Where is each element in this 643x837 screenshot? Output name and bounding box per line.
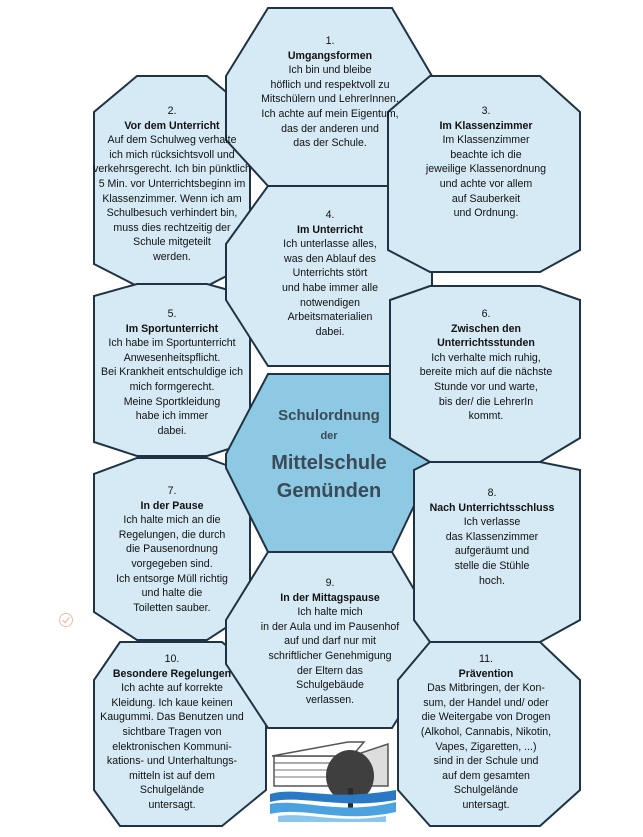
center-title-line2: der <box>320 430 338 442</box>
rule-10-number: 10. <box>164 653 180 665</box>
rule-6-number: 6. <box>481 308 491 320</box>
center-title <box>234 405 424 505</box>
rule-8-number: 8. <box>487 487 497 499</box>
rule-3-title: Im Klassenzimmer <box>439 119 533 132</box>
rule-8-body: Ich verlasse das Klassenzimmer aufgeräumt und stelle die Stühle hoch. <box>445 516 539 587</box>
rule-7-title: In der Pause <box>140 499 204 512</box>
rule-2-number: 2. <box>167 105 177 117</box>
rule-3-body: Im Klassenzimmer beachte ich die jeweilige Klassenordnung und achte vor allem auf Sauberkeit und Ordnung. <box>425 134 547 220</box>
rule-1 <box>246 34 414 151</box>
rule-4-body: Ich unterlasse alles, was den Ablauf des Unterrichts stört und habe immer alle notwendigen Arbeitsmaterialien dabei. <box>282 238 378 338</box>
rule-10-title: Besondere Regelungen <box>112 667 232 680</box>
rule-3-number: 3. <box>481 105 491 117</box>
rule-2-title: Vor dem Unterricht <box>124 119 220 132</box>
rule-9 <box>245 576 415 707</box>
center-title-school-name: Mittelschule Gemünden <box>271 452 387 502</box>
rule-10 <box>89 652 255 813</box>
rule-11-body: Das Mitbringen, der Kon- sum, der Handel und/ oder die Weitergabe von Drogen (Alkohol, Cannabis, Nikotin, Vapes, Zigaretten, ...) sind in der Schule und auf dem gesamten Schulgelände untersagt. <box>420 682 552 811</box>
rule-3 <box>411 104 561 221</box>
rule-7-number: 7. <box>167 485 177 497</box>
rule-5-title: Im Sportunterricht <box>125 322 219 335</box>
rule-4 <box>255 208 405 339</box>
rule-1-body: Ich bin und bleibe höflich und respektvoll zu Mitschülern und LehrerInnen. Ich achte auf mein Eigentum, das der anderen und das der Schule. <box>261 64 399 150</box>
rule-8-title: Nach Unterrichtsschluss <box>429 501 555 514</box>
rule-9-number: 9. <box>325 577 335 589</box>
rule-10-body: Ich achte auf korrekte Kleidung. Ich kaue keinen Kaugummi. Das Benutzen und sichtbare Tragen von elektronischen Kommuni- kations- und Unterhaltungs- mitteln ist auf dem Schulgelände untersagt. <box>100 682 244 811</box>
rule-1-number: 1. <box>325 35 335 47</box>
rule-4-title: Im Unterricht <box>297 223 363 236</box>
rule-2 <box>91 104 253 265</box>
rule-5-body: Ich habe im Sportunterricht Anwesenheitspflicht. Bei Krankheit entschuldige ich mich formgerecht. Meine Sportkleidung habe ich immer dabei. <box>101 337 243 437</box>
center-title-line1: Schulordnung <box>278 407 380 424</box>
rule-9-title: In der Mittagspause <box>280 591 380 604</box>
rule-11-title: Prävention <box>458 667 514 680</box>
rule-7 <box>97 484 247 615</box>
rule-6-title: Zwischen den Unterrichtsstunden <box>437 322 535 350</box>
school-building-logo-icon <box>268 736 398 824</box>
rule-11-number: 11. <box>479 653 493 665</box>
rule-8 <box>417 486 567 588</box>
rule-6 <box>406 307 566 424</box>
rule-1-title: Umgangsformen <box>287 49 373 62</box>
rule-5 <box>91 307 253 438</box>
rule-9-body: Ich halte mich in der Aula und im Pausenhof auf und darf nur mit schriftlicher Genehmigung der Eltern das Schulgebäude verlassen. <box>260 606 400 706</box>
rule-11 <box>406 652 566 813</box>
rule-5-number: 5. <box>167 308 177 320</box>
rule-7-body: Ich halte mich an die Regelungen, die durch die Pausenordnung vorgegeben sind. Ich entsorge Müll richtig und halte die Toiletten sauber. <box>116 514 228 614</box>
rule-4-number: 4. <box>325 209 335 221</box>
rule-2-body: Auf dem Schulweg verhalte ich mich rücksichtsvoll und verkehrsgerecht. Ich bin pünktlich 5 Min. vor Unterrichtsbeginn im Klassenzimmer. Wenn ich am Schulbesuch verhindert bin, muss dies rechtzeitig der Schule mitgeteilt werden. <box>93 134 251 263</box>
check-mark-icon <box>58 612 74 628</box>
rule-6-body: Ich verhalte mich ruhig, bereite mich auf die nächste Stunde vor und warte, bis der/ die LehrerIn kommt. <box>419 351 553 423</box>
